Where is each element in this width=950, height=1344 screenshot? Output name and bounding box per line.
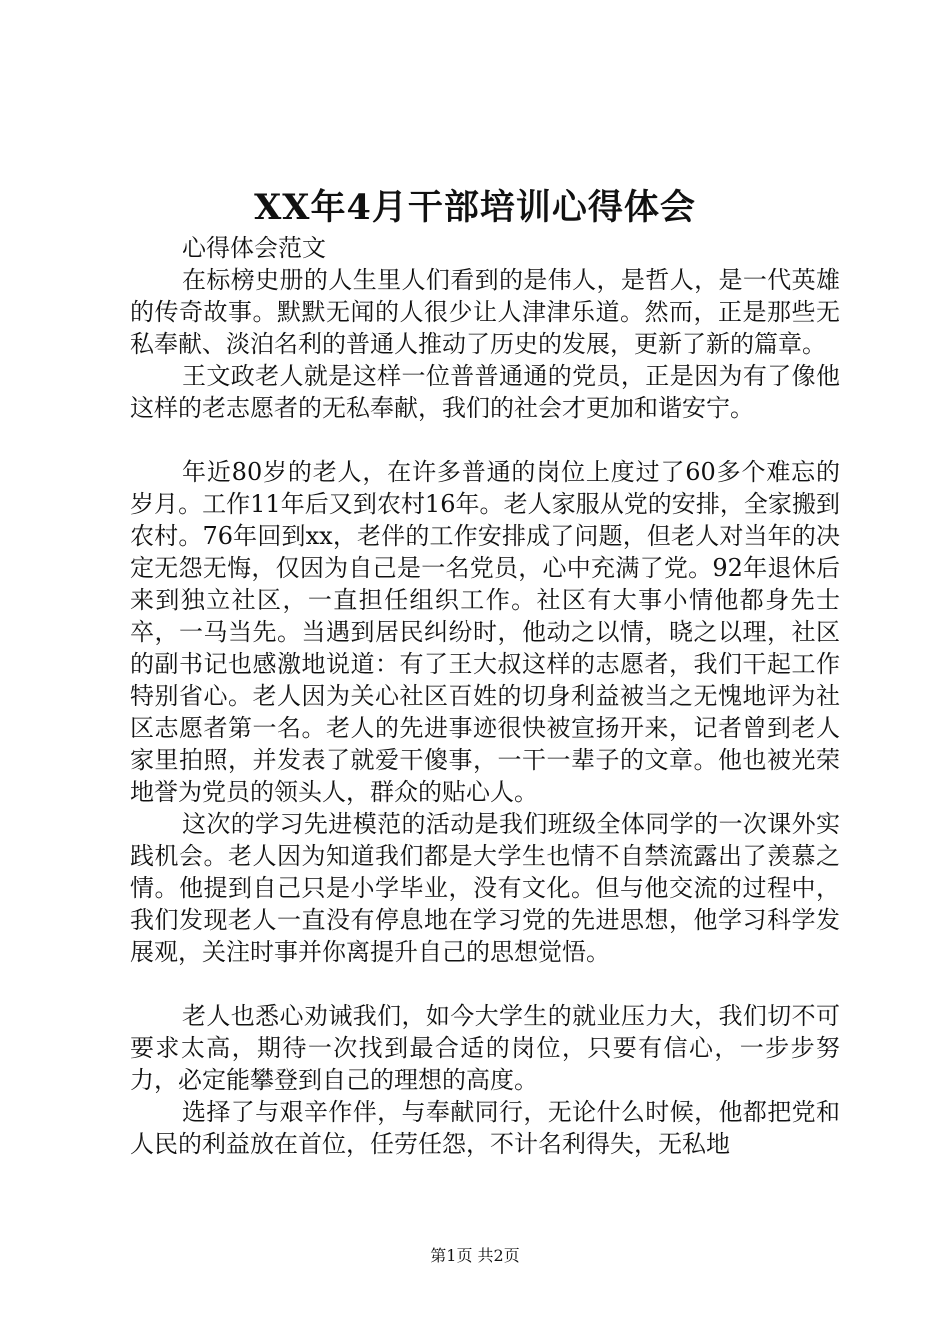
paragraph-dedication: 选择了与艰辛作伴，与奉献同行，无论什么时候，他都把党和人民的利益放在首位，任劳任怨，不计名利得失，无私地 [130,1098,840,1158]
paragraph-advice: 老人也悉心劝诫我们，如今大学生的就业压力大，我们切不可要求太高，期待一次找到最合适的岗位，只要有信心，一步步努力，必定能攀登到自己的理想的高度。 [130,1002,840,1094]
paragraph-life-story: 年近80岁的老人，在许多普通的岗位上度过了60多个难忘的岁月。工作11年后又到农村16年。老人家服从党的安排，全家搬到农村。76年回到xx，老伴的工作安排成了问题，但老人对当年的决定无怨无悔，仅因为自己是一名党员，心中充满了党。92年退休后来到独立社区，一直担任组织工作。社区有大事小情他都身先士卒，一马当先。当遇到居民纠纷时，他动之以情，晓之以理，社区的副书记也感激地说道：有了王大叔这样的志愿者，我们干起工作特别省心。老人因为关心社区百姓的切身利益被当之无愧地评为社区志愿者第一名。老人的先进事迹很快被宣扬开来，记者曾到老人家里拍照，并发表了就爱干傻事，一干一辈子的文章。他也被光荣地誉为党员的领头人，群众的贴心人。 [130,458,840,806]
paragraph-intro: 在标榜史册的人生里人们看到的是伟人，是哲人，是一代英雄的传奇故事。默默无闻的人很少让人津津乐道。然而，正是那些无私奉献、淡泊名利的普通人推动了历史的发展，更新了新的篇章。 [130,266,840,358]
paragraph-spacer [130,968,840,1000]
paragraph-subtitle: 心得体会范文 [182,234,326,262]
document-body [130,232,840,1160]
paragraph-wang-wenzheng: 王文政老人就是这样一位普普通通的党员，正是因为有了像他这样的老志愿者的无私奉献，我们的社会才更加和谐安宁。 [130,362,840,422]
page-footer: 第1页 共2页 [430,1246,520,1265]
document-title: XX年4月干部培训心得体会 [254,187,696,228]
paragraph-learning-activity: 这次的学习先进模范的活动是我们班级全体同学的一次课外实践机会。老人因为知道我们都是大学生也情不自禁流露出了羡慕之情。他提到自己只是小学毕业，没有文化。但与他交流的过程中，我们发现老人一直没有停息地在学习党的先进思想，他学习科学发展观，关注时事并你离提升自己的思想觉悟。 [130,810,840,966]
paragraph-spacer [130,424,840,456]
